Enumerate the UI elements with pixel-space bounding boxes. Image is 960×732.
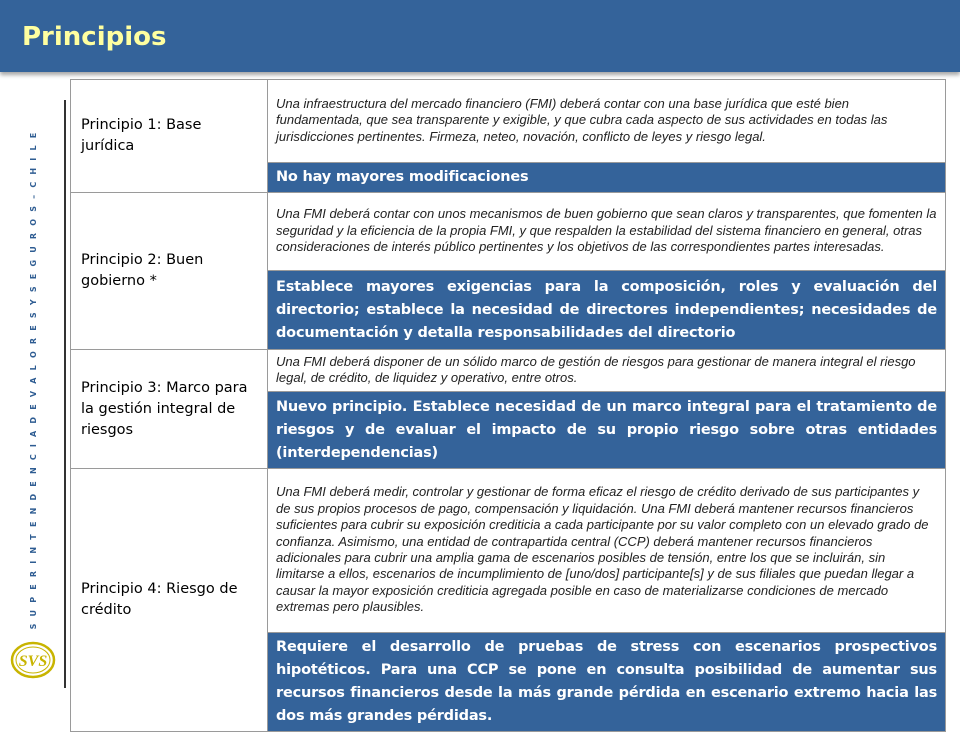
svs-logo (8, 640, 58, 680)
page-title: Principios (22, 22, 167, 52)
principle-1-description-row (71, 80, 946, 163)
principle-1-name: Principio 1: Base jurídica (71, 80, 268, 193)
principle-2-change: Establece mayores exigencias para la composición, roles y evaluación del directorio; establece la necesidad de directores independientes; necesidades de documentación y detalla responsabilidades del directorio (268, 271, 946, 350)
principle-2-description: Una FMI deberá contar con unos mecanismos de buen gobierno que sean claros y transparentes, que fomenten la seguridad y la eficiencia de la propia FMI, y que respalden la estabilidad del sistema financiero en general, otras consideraciones de interés público pertinentes y los objetivos de las correspondientes partes interesadas. (268, 193, 946, 271)
principle-4-name: Principio 4: Riesgo de crédito (71, 469, 268, 732)
logo-text: SVS (18, 653, 48, 670)
principle-4-description: Una FMI deberá medir, controlar y gestionar de forma eficaz el riesgo de crédito derivado de sus participantes y de sus propios procesos de pago, compensación y liquidación. Una FMI deberá mantener recursos financieros suficientes para cubrir su exposición crediticia a cada participante por su valor completo con un elevado grado de confianza. Asimismo, una entidad de contrapartida central (CCP) deberá mantener recursos financieros adicionales para cubrir una amplia gama de escenarios posibles de tensión, entre los que se incluirán, sin limitarse a ellos, escenarios de incumplimiento de [uno/dos] participante[s] y de sus filiales que puedan llegar a causar la mayor exposición crediticia agregada posible en caso de materializarse condiciones de mercado extremas pero plausibles. (268, 469, 946, 633)
principles-table (70, 79, 946, 732)
principle-1-change: No hay mayores modificaciones (268, 163, 946, 193)
principle-3-description-row (71, 350, 946, 392)
principle-4-description-row (71, 469, 946, 633)
principle-3-description: Una FMI deberá disponer de un sólido marco de gestión de riesgos para gestionar de manera integral el riesgo legal, de crédito, de liquidez y operativo, entre otros. (268, 350, 946, 392)
header-bar (0, 0, 960, 72)
sidebar-divider (64, 100, 66, 688)
principle-4-change: Requiere el desarrollo de pruebas de stress con escenarios prospectivos hipotéticos. Para una CCP se pone en consulta posibilidad de aumentar sus recursos financieros desde la más grande pérdida en escenario extremo hacia las dos más grandes pérdidas. (268, 633, 946, 732)
principle-3-name: Principio 3: Marco para la gestión integral de riesgos (71, 350, 268, 469)
principle-2-description-row (71, 193, 946, 271)
principle-1-description: Una infraestructura del mercado financiero (FMI) deberá contar con una base jurídica que esté bien fundamentada, que sea transparente y exigible, y que cubra cada aspecto de sus actividades en todas las jurisdicciones pertinentes. Firmeza, neteo, novación, conflicto de leyes y riesgo legal. (268, 80, 946, 163)
principle-2-name: Principio 2: Buen gobierno * (71, 193, 268, 350)
organization-vertical-text: S U P E R I N T E N D E N C I A D E V A L O R E S Y S E G U R O S – C H I L E (29, 130, 38, 630)
principle-3-change: Nuevo principio. Establece necesidad de un marco integral para el tratamiento de riesgos y de evaluar el impacto de su propio riesgo sobre otras entidades (interdependencias) (268, 392, 946, 469)
